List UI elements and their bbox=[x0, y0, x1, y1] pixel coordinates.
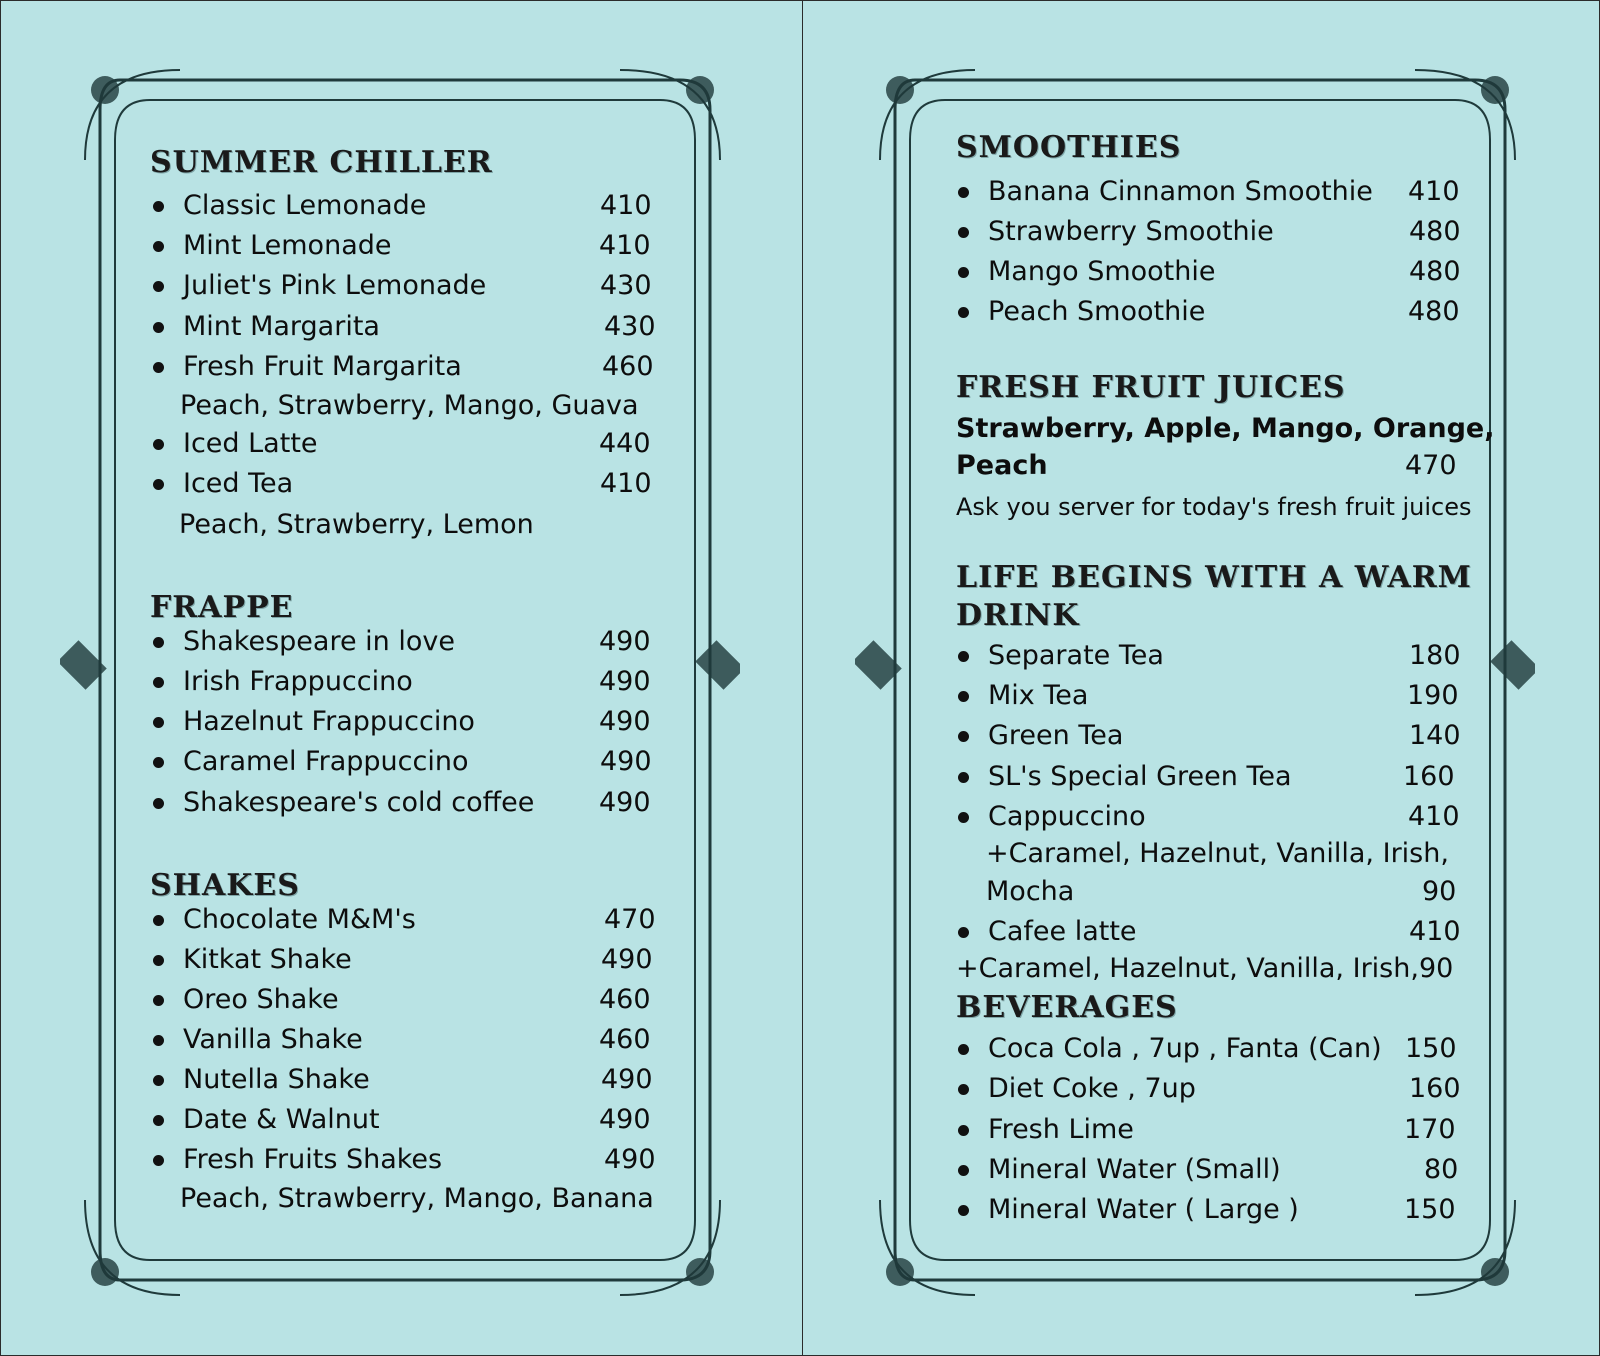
bullet bbox=[153, 717, 164, 728]
juices-list-line-1: Strawberry, Apple, Mango, Orange, bbox=[956, 413, 1495, 444]
menu-item bbox=[153, 902, 656, 938]
bullet bbox=[958, 812, 969, 823]
item-name: Coca Cola , 7up , Fanta (Can) bbox=[988, 1033, 1382, 1064]
bullet bbox=[153, 798, 164, 809]
item-price: 490 bbox=[599, 666, 651, 697]
menu-item bbox=[958, 759, 1458, 795]
menu-item bbox=[153, 982, 653, 1018]
menu-item bbox=[958, 1192, 1458, 1228]
item-name: Oreo Shake bbox=[183, 984, 339, 1015]
bullet bbox=[153, 637, 164, 648]
item-price: 430 bbox=[604, 311, 656, 342]
juices-list-line-2: Peach bbox=[956, 450, 1048, 481]
item-name: Banana Cinnamon Smoothie bbox=[988, 176, 1373, 207]
item-name: Cappuccino bbox=[988, 801, 1146, 832]
item-price: 80 bbox=[1424, 1154, 1459, 1185]
item-price: 480 bbox=[1409, 216, 1461, 247]
menu-item bbox=[958, 718, 1461, 754]
menu-item bbox=[958, 638, 1461, 674]
menu-item bbox=[153, 1102, 653, 1138]
item-price: 410 bbox=[1408, 801, 1460, 832]
menu-item bbox=[153, 624, 653, 660]
menu-item bbox=[153, 466, 653, 502]
item-name: Iced Tea bbox=[183, 468, 294, 499]
bullet bbox=[958, 187, 969, 198]
menu-item bbox=[958, 1071, 1461, 1107]
bullet bbox=[958, 1084, 969, 1095]
item-price: 410 bbox=[1409, 916, 1461, 947]
item-price: 490 bbox=[600, 746, 652, 777]
menu-item bbox=[958, 914, 1461, 950]
bullet bbox=[153, 1155, 164, 1166]
page-divider bbox=[802, 0, 803, 1356]
item-name: Mineral Water ( Large ) bbox=[988, 1194, 1299, 1225]
item-name: Mango Smoothie bbox=[988, 256, 1216, 287]
smoothies-heading: SMOOTHIES bbox=[956, 130, 1182, 165]
menu-item bbox=[958, 799, 1458, 835]
bullet bbox=[958, 927, 969, 938]
latte-addons: +Caramel, Hazelnut, Vanilla, Irish, bbox=[956, 953, 1419, 984]
item-name: Fresh Fruits Shakes bbox=[183, 1144, 443, 1175]
item-name: Hazelnut Frappuccino bbox=[183, 706, 475, 737]
bullet bbox=[153, 1115, 164, 1126]
menu-item bbox=[153, 1022, 653, 1058]
item-name: Mint Margarita bbox=[183, 311, 380, 342]
menu-item bbox=[153, 268, 653, 304]
bullet bbox=[153, 439, 164, 450]
warm-drink-heading-line-2: DRINK bbox=[956, 598, 1080, 633]
item-price: 170 bbox=[1404, 1114, 1456, 1145]
item-name: Diet Coke , 7up bbox=[988, 1073, 1196, 1104]
item-name: Iced Latte bbox=[183, 428, 318, 459]
shakes-heading: SHAKES bbox=[150, 868, 300, 903]
bullet bbox=[153, 915, 164, 926]
item-price: 470 bbox=[604, 904, 656, 935]
bullet bbox=[958, 691, 969, 702]
item-price: 190 bbox=[1407, 680, 1459, 711]
cappuccino-addons-line-1: +Caramel, Hazelnut, Vanilla, Irish, bbox=[986, 838, 1449, 869]
warm-drink-heading-line-1: LIFE BEGINS WITH A WARM bbox=[956, 560, 1472, 595]
menu-item bbox=[958, 294, 1458, 330]
cappuccino-addons-price: 90 bbox=[1422, 876, 1457, 907]
item-price: 490 bbox=[599, 706, 651, 737]
bullet bbox=[153, 362, 164, 373]
item-name: Vanilla Shake bbox=[183, 1024, 363, 1055]
item-price: 480 bbox=[1409, 256, 1461, 287]
bullet bbox=[153, 1075, 164, 1086]
item-price: 140 bbox=[1409, 720, 1461, 751]
item-name: Mint Lemonade bbox=[183, 230, 392, 261]
item-name: SL's Special Green Tea bbox=[988, 761, 1292, 792]
fresh-fruit-juices-heading: FRESH FRUIT JUICES bbox=[956, 370, 1346, 405]
item-note: Peach, Strawberry, Mango, Guava bbox=[180, 390, 639, 421]
menu-item bbox=[153, 704, 653, 740]
item-name: Separate Tea bbox=[988, 640, 1164, 671]
item-price: 460 bbox=[599, 1024, 651, 1055]
item-name: Juliet's Pink Lemonade bbox=[183, 270, 487, 301]
item-price: 410 bbox=[600, 190, 652, 221]
item-name: Peach Smoothie bbox=[988, 296, 1206, 327]
latte-addons-price: 90 bbox=[1419, 953, 1454, 984]
menu-item bbox=[153, 309, 656, 345]
item-name: Nutella Shake bbox=[183, 1064, 370, 1095]
bullet bbox=[958, 227, 969, 238]
menu-item bbox=[153, 942, 653, 978]
item-price: 490 bbox=[599, 1104, 651, 1135]
menu-item bbox=[153, 664, 653, 700]
juices-note: Ask you server for today's fresh fruit juices bbox=[956, 493, 1472, 521]
menu-item bbox=[958, 1031, 1458, 1067]
juices-price: 470 bbox=[1405, 450, 1457, 481]
item-price: 490 bbox=[599, 626, 651, 657]
bullet bbox=[958, 1205, 969, 1216]
item-name: Shakespeare in love bbox=[183, 626, 455, 657]
bullet bbox=[958, 1044, 969, 1055]
menu-item bbox=[153, 228, 653, 264]
bullet bbox=[958, 731, 969, 742]
item-name: Fresh Lime bbox=[988, 1114, 1134, 1145]
bullet bbox=[958, 1125, 969, 1136]
item-name: Date & Walnut bbox=[183, 1104, 380, 1135]
item-price: 410 bbox=[599, 230, 651, 261]
menu-item bbox=[153, 349, 653, 385]
bullet bbox=[153, 281, 164, 292]
item-name: Chocolate M&M's bbox=[183, 904, 416, 935]
menu-item bbox=[958, 1152, 1458, 1188]
item-name: Cafee latte bbox=[988, 916, 1137, 947]
menu-item bbox=[958, 678, 1458, 714]
cappuccino-addons-line-2: Mocha bbox=[986, 876, 1075, 907]
item-price: 410 bbox=[1408, 176, 1460, 207]
item-name: Shakespeare's cold coffee bbox=[183, 787, 535, 818]
item-price: 160 bbox=[1403, 761, 1455, 792]
item-name: Fresh Fruit Margarita bbox=[183, 351, 462, 382]
item-price: 160 bbox=[1409, 1073, 1461, 1104]
frappe-heading: FRAPPE bbox=[150, 590, 294, 625]
item-name: Caramel Frappuccino bbox=[183, 746, 469, 777]
menu-item bbox=[153, 1062, 653, 1098]
item-name: Kitkat Shake bbox=[183, 944, 352, 975]
menu-item bbox=[153, 1142, 656, 1178]
item-name: Strawberry Smoothie bbox=[988, 216, 1274, 247]
item-price: 460 bbox=[599, 984, 651, 1015]
bullet bbox=[958, 267, 969, 278]
bullet bbox=[153, 241, 164, 252]
item-price: 460 bbox=[602, 351, 654, 382]
item-price: 490 bbox=[604, 1144, 656, 1175]
item-price: 490 bbox=[599, 787, 651, 818]
bullet bbox=[153, 955, 164, 966]
item-note: Peach, Strawberry, Mango, Banana bbox=[180, 1183, 654, 1214]
bullet bbox=[958, 307, 969, 318]
menu-item bbox=[153, 744, 653, 780]
item-price: 430 bbox=[600, 270, 652, 301]
menu-item bbox=[153, 188, 653, 224]
bullet bbox=[153, 677, 164, 688]
item-note: Peach, Strawberry, Lemon bbox=[179, 509, 534, 540]
bullet bbox=[958, 772, 969, 783]
item-price: 490 bbox=[601, 944, 653, 975]
menu-item bbox=[958, 214, 1461, 250]
bullet bbox=[153, 322, 164, 333]
menu-item bbox=[153, 426, 653, 462]
item-name: Irish Frappuccino bbox=[183, 666, 413, 697]
summer-chiller-heading: SUMMER CHILLER bbox=[150, 145, 493, 180]
bullet bbox=[153, 201, 164, 212]
bullet bbox=[153, 757, 164, 768]
menu-item bbox=[153, 785, 653, 821]
item-price: 410 bbox=[600, 468, 652, 499]
item-name: Green Tea bbox=[988, 720, 1124, 751]
item-price: 480 bbox=[1408, 296, 1460, 327]
bullet bbox=[153, 1035, 164, 1046]
bullet bbox=[153, 479, 164, 490]
item-price: 440 bbox=[599, 428, 651, 459]
item-price: 150 bbox=[1405, 1033, 1457, 1064]
bullet bbox=[153, 995, 164, 1006]
item-name: Classic Lemonade bbox=[183, 190, 427, 221]
item-name: Mix Tea bbox=[988, 680, 1089, 711]
item-price: 180 bbox=[1409, 640, 1461, 671]
bullet bbox=[958, 1165, 969, 1176]
menu-item bbox=[958, 174, 1458, 210]
item-price: 150 bbox=[1404, 1194, 1456, 1225]
bullet bbox=[958, 651, 969, 662]
item-price: 490 bbox=[601, 1064, 653, 1095]
menu-item bbox=[958, 254, 1461, 290]
menu-item bbox=[958, 1112, 1458, 1148]
beverages-heading: BEVERAGES bbox=[956, 990, 1178, 1025]
item-name: Mineral Water (Small) bbox=[988, 1154, 1281, 1185]
